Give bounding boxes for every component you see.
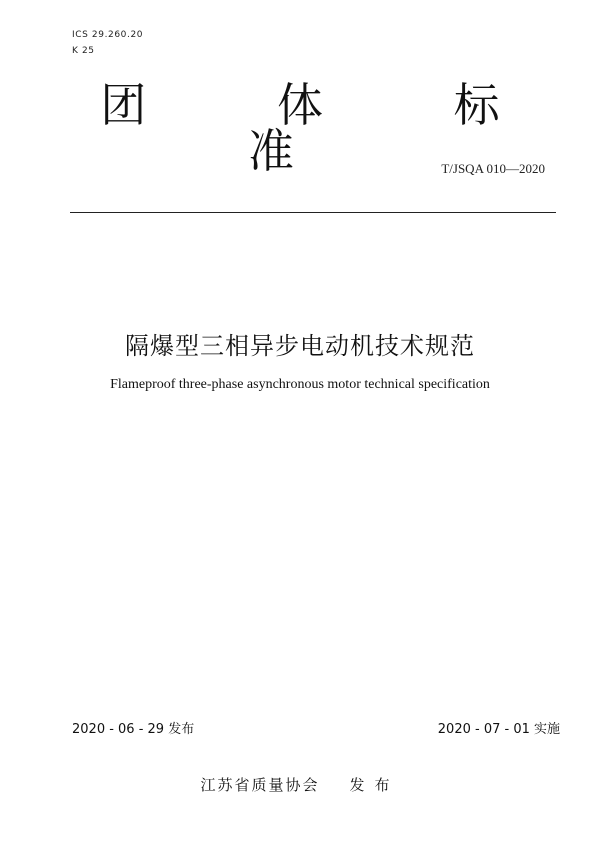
document-title-cn: 隔爆型三相异步电动机技术规范: [125, 332, 475, 360]
issue-date: 2020 - 06 - 29 发布: [72, 722, 195, 737]
issuer-line: [0, 774, 600, 795]
ics-code: ICS 29.260.20: [72, 30, 144, 40]
document-title-en: Flameproof three-phase asynchronous motor technical specification: [110, 377, 490, 392]
standard-number: T/JSQA 010—2020: [441, 161, 545, 176]
standard-type-heading: 团 体 标 准: [100, 78, 558, 178]
issuer-organization: 江苏省质量协会: [200, 776, 320, 794]
header-divider: [70, 212, 556, 213]
implementation-date: 2020 - 07 - 01 实施: [437, 722, 560, 737]
issuer-release-label: 发布: [349, 776, 400, 794]
ccs-code: K 25: [72, 46, 95, 56]
